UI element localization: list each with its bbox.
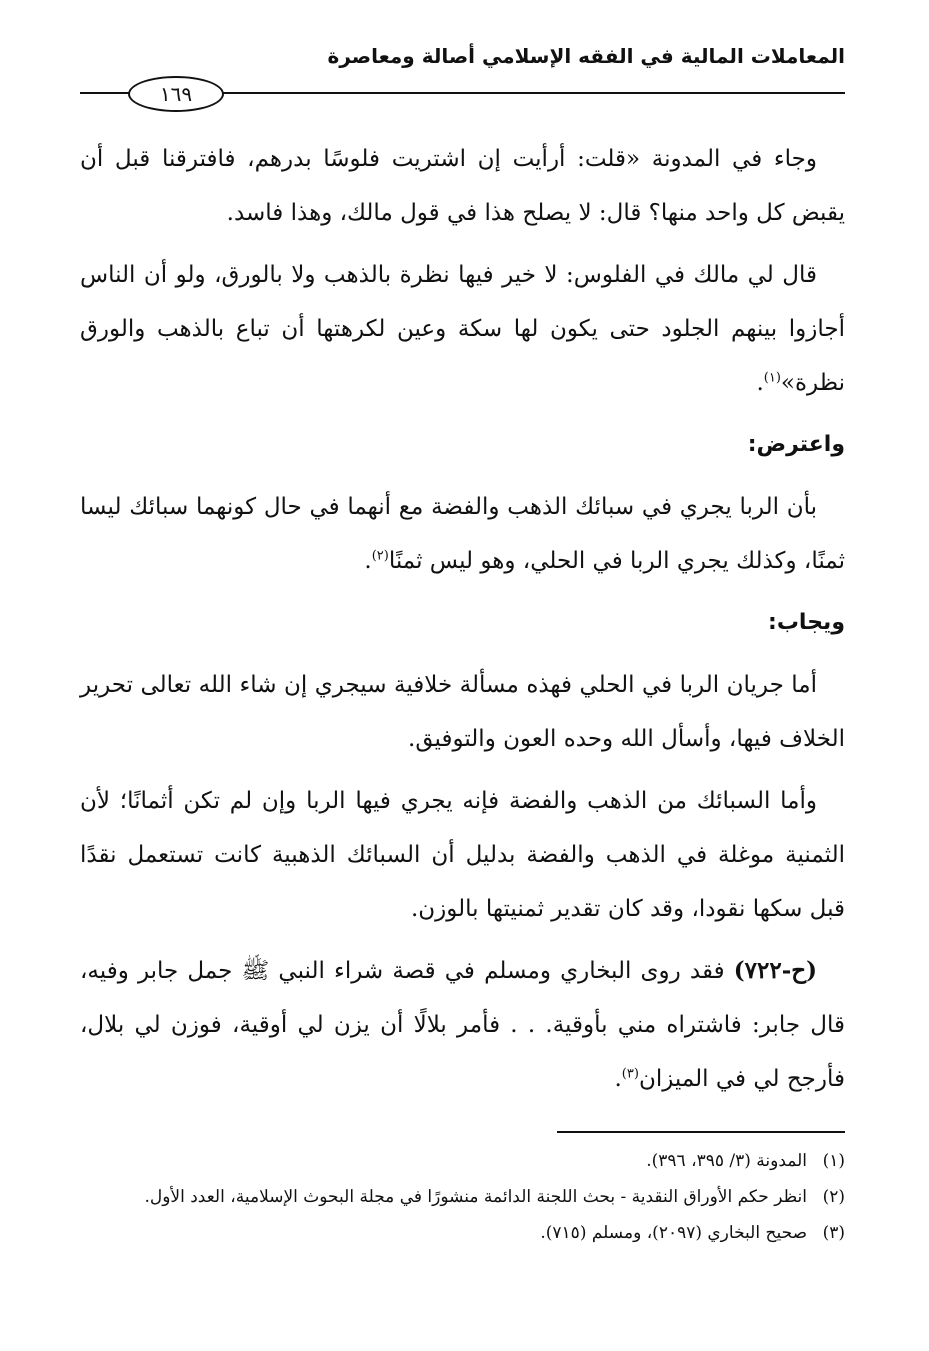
- page-number: ١٦٩: [128, 76, 224, 112]
- paragraph-bullion: وأما السبائك من الذهب والفضة فإنه يجري فيها الربا وإن لم تكن أثمانًا؛ لأن الثمنية موغلة في الذهب والفضة بدليل أن السبائك الذهبية كانت تستعمل نقدًا قبل سكها نقودا، وقد كان تقدير ثمنيتها بالوزن.: [80, 788, 845, 922]
- objection-heading: واعترض:: [747, 432, 845, 457]
- running-title: المعاملات المالية في الفقه الإسلامي أصالة ومعاصرة: [327, 44, 845, 68]
- paragraph-hadith: (ح-٧٢٢) فقد روى البخاري ومسلم في قصة شراء النبي ﷺ جمل جابر وفيه، قال جابر: فاشتراه مني بأوقية. . . فأمر بلالًا أن يزن لي أوقية، فوزن لي بلال، فأرجح لي في الميزان$^{(٣)}$.: [80, 957, 845, 1092]
- footnotes: [80, 1146, 845, 1254]
- footnote-2: (٢)انظر حكم الأوراق النقدية - بحث اللجنة الدائمة منشورًا في مجلة البحوث الإسلامية، العدد الأول.: [144, 1187, 845, 1207]
- main-text: [80, 132, 845, 1114]
- footnote-ref-2: (٢): [371, 548, 389, 564]
- hadith-number: (ح-٧٢٢): [733, 957, 817, 984]
- footnote-1: (١)المدونة (٣/ ٣٩٥، ٣٩٦).: [646, 1151, 845, 1171]
- paragraph-malik-fulus: قال لي مالك في الفلوس: لا خير فيها نظرة بالذهب ولا بالورق، ولو أن الناس أجازوا بينهم الجلود حتى يكون لها سكة وعين لكرهتها أن تباع بالذهب والورق نظرة»$^{(١)}$.: [80, 262, 845, 396]
- paragraph-mudawwana-quote: وجاء في المدونة «قلت: أرأيت إن اشتريت فلوسًا بدرهم، فافترقنا قبل أن يقبض كل واحد منها؟ قال: لا يصلح هذا في قول مالك، وهذا فاسد.: [80, 146, 845, 226]
- footnote-separator: [557, 1131, 845, 1133]
- paragraph-jewelry: أما جريان الربا في الحلي فهذه مسألة خلافية سيجري إن شاء الله تعالى تحرير الخلاف فيها، وأسأل الله وحده العون والتوفيق.: [80, 672, 845, 752]
- footnote-ref-1: (١): [763, 370, 781, 386]
- footnote-ref-3: (٣): [621, 1066, 639, 1082]
- footnote-3: (٣)صحيح البخاري (٢٠٩٧)، ومسلم (٧١٥).: [540, 1223, 845, 1243]
- paragraph-objection: بأن الربا يجري في سبائك الذهب والفضة مع أنهما في حال كونهما سبائك ليسا ثمنًا، وكذلك يجري الربا في الحلي، وهو ليس ثمنًا$^{(٢)}$.: [80, 494, 845, 574]
- answer-heading: ويجاب:: [768, 610, 845, 635]
